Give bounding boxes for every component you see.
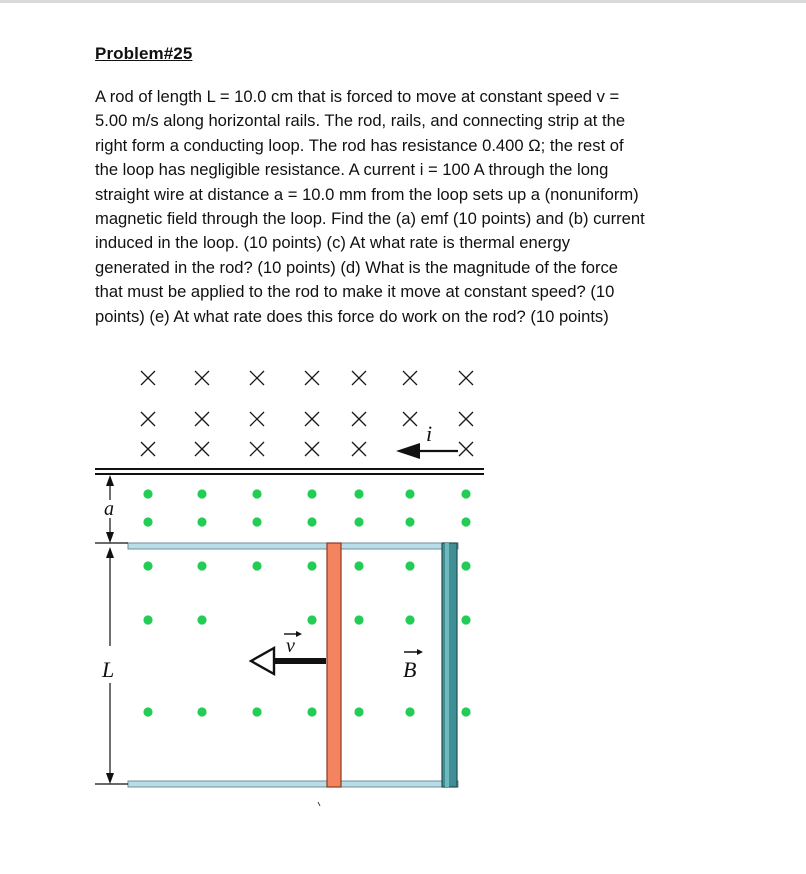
field-dot-icon: [252, 489, 261, 498]
field-dot-icon: [197, 615, 206, 624]
field-cross-icon: [141, 442, 155, 456]
magnetic-field-crosses: [141, 371, 473, 456]
problem-line: the loop has negligible resistance. A current i = 100 A through the long: [95, 160, 609, 180]
problem-line: 5.00 m/s along horizontal rails. The rod, rails, and connecting strip at the: [95, 111, 626, 131]
field-cross-icon: [305, 442, 319, 456]
field-cross-icon: [250, 412, 264, 426]
current-arrow-icon: [396, 443, 420, 459]
field-cross-icon: [141, 371, 155, 385]
field-dot-icon: [354, 561, 363, 570]
field-cross-icon: [195, 442, 209, 456]
field-dot-icon: [354, 517, 363, 526]
field-dot-icon: [197, 517, 206, 526]
bottom-rail: [128, 781, 458, 787]
field-cross-icon: [195, 371, 209, 385]
field-dot-icon: [354, 615, 363, 624]
magnetic-field-dots: [143, 489, 470, 716]
field-dot-icon: [143, 561, 152, 570]
field-dot-icon: [197, 707, 206, 716]
field-dot-icon: [307, 707, 316, 716]
field-dot-icon: [197, 489, 206, 498]
problem-line: A rod of length L = 10.0 cm that is forced to move at constant speed v =: [95, 87, 620, 106]
field-dot-icon: [461, 489, 470, 498]
vector-arrowhead: [296, 631, 302, 637]
field-dot-icon: [143, 707, 152, 716]
problem-line: points) (e) At what rate does this force do work on the rod? (10 points): [95, 306, 609, 326]
dimension-l-label: L: [102, 657, 115, 682]
moving-rod: [327, 543, 341, 787]
field-dot-icon: [252, 561, 261, 570]
problem-title: Problem#25: [95, 44, 193, 63]
field-dot-icon: [143, 615, 152, 624]
field-dot-icon: [461, 615, 470, 624]
vector-arrowhead-b: [417, 649, 423, 655]
field-dot-icon: [252, 707, 261, 716]
problem-line: induced in the loop. (10 points) (c) At what rate is thermal energy: [95, 233, 571, 253]
field-cross-icon: [352, 371, 366, 385]
field-dot-icon: [307, 561, 316, 570]
field-dot-icon: [461, 561, 470, 570]
field-dot-icon: [307, 517, 316, 526]
field-cross-icon: [305, 412, 319, 426]
field-cross-icon: [459, 371, 473, 385]
problem-line: magnetic field through the loop. Find the (a) emf (10 points) and (b) current: [95, 209, 645, 229]
dimension-a-label: a: [104, 498, 114, 520]
field-dot-icon: [461, 517, 470, 526]
dimension-l-arrowhead-top: [106, 547, 114, 558]
field-cross-icon: [305, 371, 319, 385]
field-dot-icon: [197, 561, 206, 570]
field-dot-icon: [461, 707, 470, 716]
field-dot-icon: [405, 707, 414, 716]
field-cross-icon: [141, 412, 155, 426]
field-cross-icon: [352, 412, 366, 426]
field-dot-icon: [307, 615, 316, 624]
velocity-label: v: [286, 635, 295, 657]
problem-line: that must be applied to the rod to make it move at constant speed? (10: [95, 282, 615, 302]
field-dot-icon: [143, 489, 152, 498]
field-dot-icon: [354, 707, 363, 716]
field-cross-icon: [195, 412, 209, 426]
field-dot-icon: [405, 615, 414, 624]
field-cross-icon: [403, 371, 417, 385]
dimension-a-arrowhead-top: [106, 475, 114, 486]
dimension-l-arrowhead-bottom: [106, 773, 114, 784]
small-mark: [318, 802, 320, 806]
field-cross-icon: [403, 412, 417, 426]
problem-line: generated in the rod? (10 points) (d) What is the magnitude of the force: [95, 257, 619, 277]
field-dot-icon: [354, 489, 363, 498]
velocity-arrow-icon: [251, 648, 274, 674]
field-dot-icon: [405, 561, 414, 570]
field-dot-icon: [307, 489, 316, 498]
field-dot-icon: [405, 517, 414, 526]
problem-line: straight wire at distance a = 10.0 mm from the loop sets up a (nonuniform): [95, 184, 639, 204]
field-dot-icon: [143, 517, 152, 526]
field-cross-icon: [352, 442, 366, 456]
field-dot-icon: [405, 489, 414, 498]
current-label: i: [426, 421, 433, 446]
magnetic-field-label: B: [403, 657, 417, 682]
problem-line: right form a conducting loop. The rod has resistance 0.400 Ω; the rest of: [95, 135, 624, 155]
field-dot-icon: [252, 517, 261, 526]
field-cross-icon: [250, 442, 264, 456]
connecting-strip-highlight: [445, 543, 449, 787]
field-cross-icon: [459, 412, 473, 426]
dimension-a-arrowhead-bottom: [106, 532, 114, 543]
field-cross-icon: [250, 371, 264, 385]
connecting-strip: [442, 543, 457, 787]
top-rail: [128, 543, 458, 549]
field-cross-icon: [459, 442, 473, 456]
